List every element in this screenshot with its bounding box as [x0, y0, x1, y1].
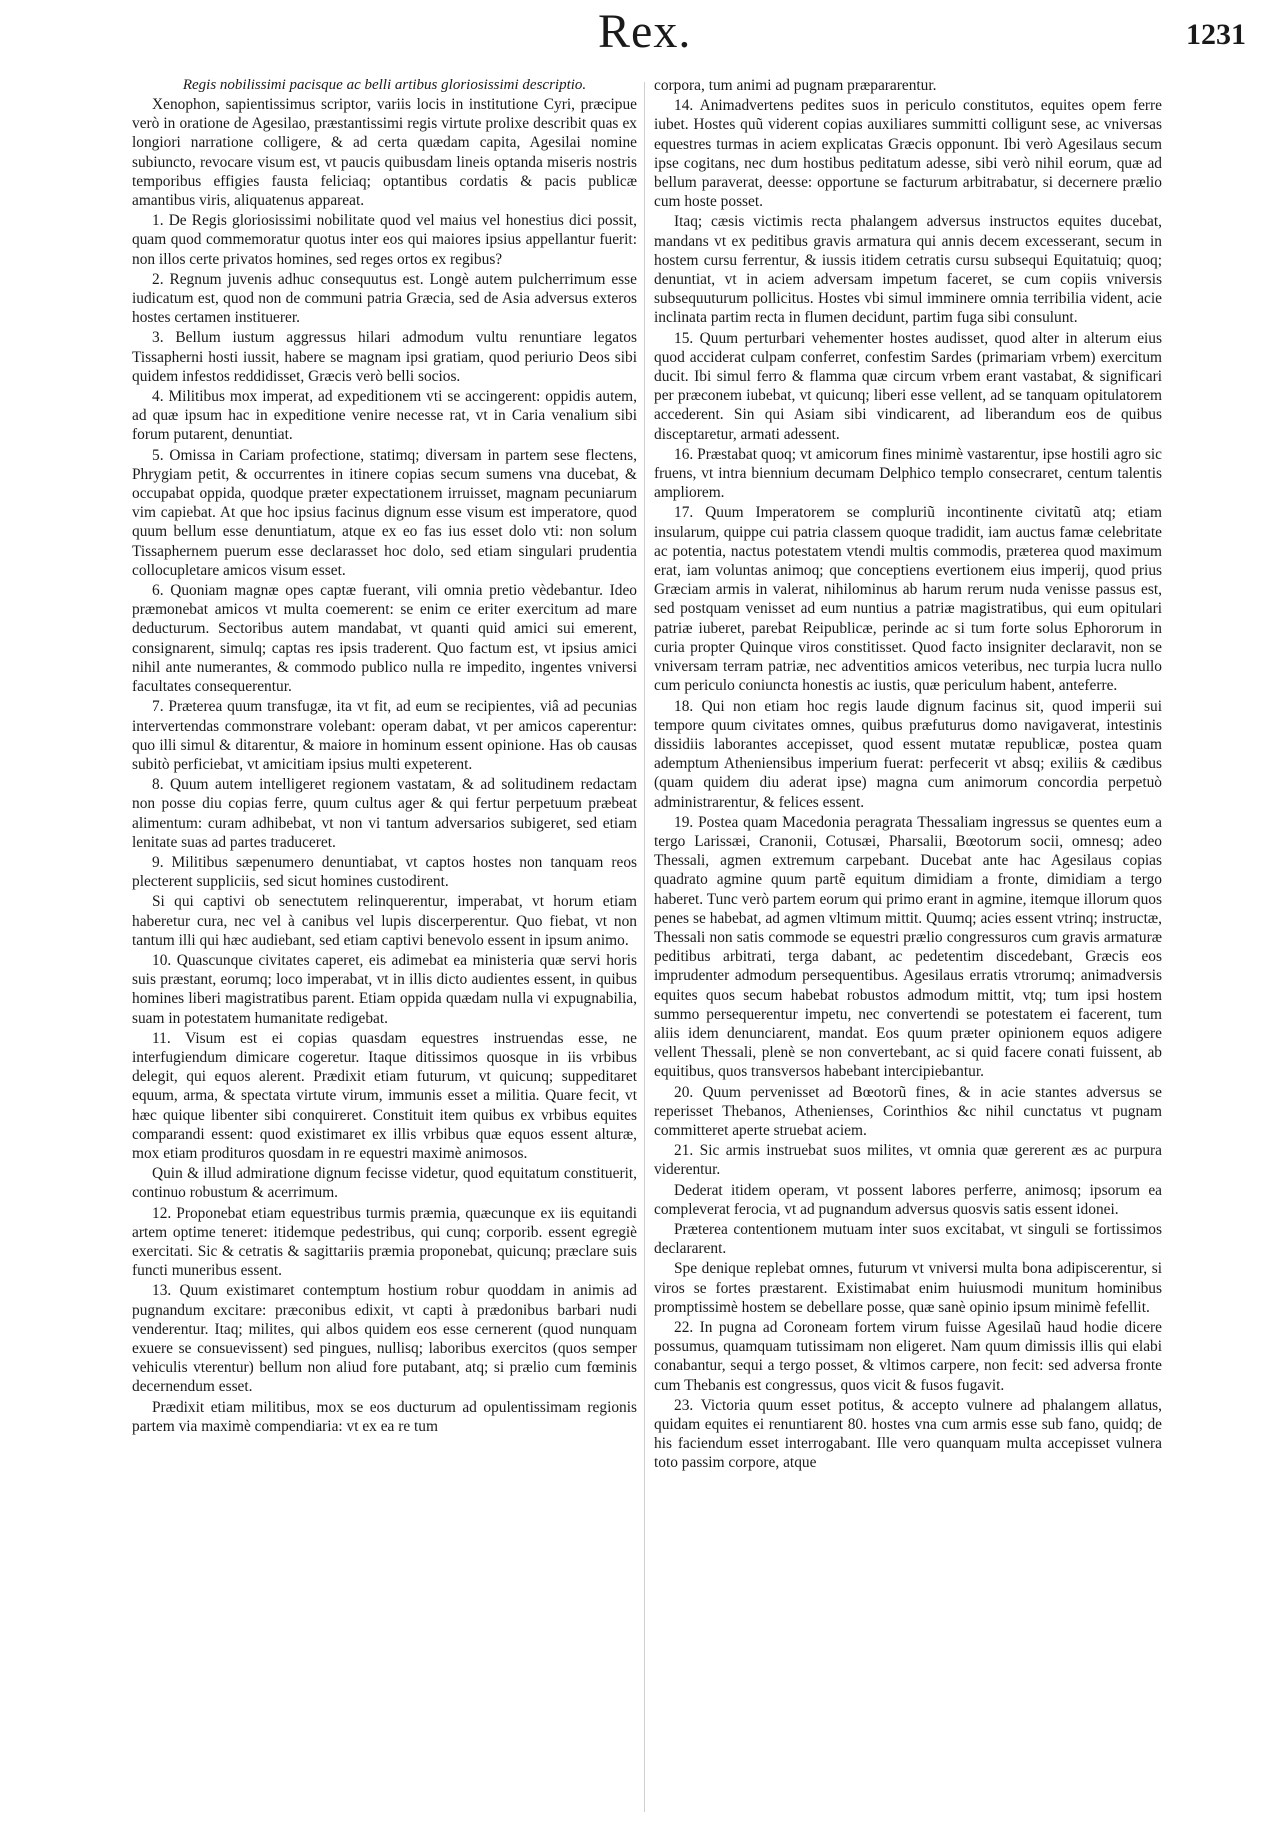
paragraph: 23. Victoria quum esset potitus, & accepto vulnere ad phalangem allatus, quidam equites ei renuntiarent 80. hostes vna cum armis esse sub fano, quidq; de his faciendum esset interrogabant. Ille vero quanquam multa accepisset vulnera toto passim corpore, atque [654, 1396, 1162, 1472]
paragraph: 11. Visum est ei copias quasdam equestres instruendas esse, ne interfugiendum dimicare cogeretur. Itaque ditissimos quosque in iis vrbibus delegit, qui equos alerent. Prædixit etiam futurum, vt quicunq; suppeditaret equum, arma, & spectata virtute virum, immunis esset a militia. Quare fecit, vt hæc quique libenter sibi conquireret. Constituit item quibus ex vrbibus equites comparandi essent: quod existimaret ex illis vrbibus quæ equos essent alturæ, mox etiam prodituros quosdam in re equestri maximè animosos. [132, 1029, 637, 1162]
paragraph: Si qui captivi ob senectutem relinquerentur, imperabat, vt horum etiam haberetur cura, nec vel à canibus vel lupis discerperentur. Quo fiebat, vt non tantum illi qui hæc audiebant, sed etiam captivi benevolo essent in ipsum animo. [132, 893, 637, 949]
page-header [0, 0, 1276, 62]
paragraph: 7. Præterea quum transfugæ, ita vt fit, ad eum se recipientes, viâ ad pecunias intervertendas commonstrare volebant: operam dabat, vt per amicos caperentur: quo illi simul & ditarentur, & maiore in hominum essent opinione. Has ob causas subitò perficiebat, vt amicitiam ipsius multi expeterent. [132, 698, 637, 773]
paragraph: 16. Præstabat quoq; vt amicorum fines minimè vastarentur, ipse hostili agro sic fruens, vt intra biennium decumam Delphico templo consecraret, centum talentis ampliorem. [654, 445, 1162, 502]
paragraph: 22. In pugna ad Coroneam fortem virum fuisse Agesilaũ haud hodie dicere possumus, quamquam tutissimam non eligeret. Nam quum dimissis illis qui elabi conabantur, sequi a tergo posset, & vltimos carpere, non fecit: sed adversa fronte cum Thebanis est congressus, quos vicit & fusos fugavit. [654, 1319, 1162, 1394]
paragraph: Dederat itidem operam, vt possent labores perferre, animosq; ipsorum ea compleverat ferocia, vt ad pugnandum adversus quosvis satis essent idonei. [654, 1181, 1162, 1218]
paragraph: Itaq; cæsis victimis recta phalangem adversus instructos equites ducebat, mandans vt ex peditibus gravis armatura qui annis decem excesserant, secum in hostem cursu ferrentur, & iussis itidem cetratis cursu subsequi Equitatuiq; quoq; denuntiat, vt in aciem adversam impetum faceret, se cum copiis vniversis subsequuturum pollicitus. Hostes vbi simul imminere omnia terribilia vident, acie inclinata partim recta in flumen decidunt, partim fuga sibi consulunt. [654, 213, 1162, 327]
paragraph: Quin & illud admiratione dignum fecisse videtur, quod equitatum constituerit, continuo robustum & acerrimum. [132, 1165, 637, 1202]
paragraph: Spe denique replebat omnes, futurum vt vniversi multa bona adipiscerentur, si viros se fortes præstarent. Existimabat enim huiusmodi munitum hominibus promptissimè hostem se debellare posse, quæ sanè opinio ipsum minimè fefellit. [654, 1260, 1162, 1316]
left-column [132, 76, 637, 1816]
paragraph: Præterea contentionem mutuam inter suos excitabat, vt singuli se fortissimos declararent. [654, 1220, 1162, 1258]
paragraph: 3. Bellum iustum aggressus hilari admodum vultu renuntiare legatos Tissapherni hosti iussit, habere se magnam ipsi gratiam, quod periurio Deos sibi quidem infestos reddidisset, Græcis verò belli socios. [132, 329, 637, 385]
paragraph: 13. Quum existimaret contemptum hostium robur quoddam in animis ad pugnandum excitare: præconibus edixit, vt capti à prædonibus barbari nudi venderentur. Itaq; milites, qui albos quidem eos esse cernerent (quod nunquam exuere se consuevissent) sed pingues, nullisq; laboribus exercitos (quos semper vehiculis vterentur) bellum non aliud fore putabant, atq; si prælio cum fœminis decernendum esset. [132, 1282, 637, 1396]
paragraph: 1. De Regis gloriosissimi nobilitate quod vel maius vel honestius dici possit, quam quod commemoratur quotus inter eos qui maiores ipsius appellantur fuerit: non illos certe privatos homines, sed reges ortos ex regibus? [132, 212, 637, 268]
paragraph: 18. Qui non etiam hoc regis laude dignum facinus sit, quod imperii sui tempore quum civitates omnes, quibus præfuturus domo navigaverat, intestinis dissidiis laborantes accepisset, quod essent mutatæ republicæ, postea quam ademptum Atheniensibus imperium fuerat: perfecerit vt absq; exiliis & cædibus (quam quidem diu aderat ipse) magna cum animorum concordia perpetuò administrarentur, & felices essent. [654, 697, 1162, 811]
paragraph: 21. Sic armis instruebat suos milites, vt omnia quæ gererent æs ac purpura viderentur. [654, 1142, 1162, 1179]
paragraph: Xenophon, sapientissimus scriptor, variis locis in institutione Cyri, præcipue verò in oratione de Agesilao, præstantissimi regis virtute prolixe describit quas ex longiori narratione colligere, & ad certa quædam capita, Agesilai nomine subiuncto, revocare visum est, vt paucis quibusdam lineis optanda miseris nostris temporibus effigies fausta feliciaq; optantibus cordatis & pacis publicæ amantibus viris, aliquatenus appareat. [132, 96, 637, 210]
paragraph: 2. Regnum juvenis adhuc consequutus est. Longè autem pulcherrimum esse iudicatum est, quod non de communi patria Græcia, sed de Asia adversus exteros hostes certamen instituerer. [132, 270, 637, 327]
paragraph: 8. Quum autem intelligeret regionem vastatam, & ad solitudinem redactam non posse diu copias ferre, quum cultus ager & qui fertur perpetuum præbeat alimentum: curam adhibebat, vt non vi tantum adversarios subigeret, sed etiam lenitate suas ad partes traduceret. [132, 776, 637, 851]
paragraph: 20. Quum pervenisset ad Bœotorũ fines, & in acie stantes adversus se reperisset Thebanos, Athenienses, Corinthios &c nihil cunctatus vt pugnam committeret aperte struebat aciem. [654, 1083, 1162, 1139]
paragraph: 5. Omissa in Cariam profectione, statimq; diversam in partem sese flectens, Phrygiam petit, & occurrentes in itinere copias secum sumens vna ducebat, & occupabat oppida, quodque præter expectationem irruisset, magnam pecuniarum vim capiebat. At que hoc ipsius facinus dignum esse visum est imperatore, quod quum bellum esse denuntiatum, atque ex eo fas ius esset dolo vti: non solum Tissaphernem puerum esse declarasset hoc dolo, sed etiam singulari prudentia collocupletare amicos visum esset. [132, 446, 637, 579]
paragraph: 4. Militibus mox imperat, ad expeditionem vti se accingerent: oppidis autem, ad quæ ipsum hac in expeditione venire necesse rat, vt in Caria venalium sibi forum putarent, denuntiat. [132, 388, 637, 444]
paragraph: Prædixit etiam militibus, mox se eos ducturum ad opulentissimam regionis partem via maximè compendiaria: vt ex ea re tum [132, 1398, 637, 1435]
paragraph: 17. Quum Imperatorem se compluriũ incontinente civitatũ atq; etiam insularum, quippe cui patria classem quoque tradidit, iam auctus famæ celebritate ac potentia, nactus potestatem vtendi multis commodis, præterea quod maximum erat, iam voluntas animoq; que conceptiens evertionem eius imperij, quod prius Græciam armis in valerat, nihilominus ab harum rerum nuda venisse passus est, sed postquam venisset ad eum nuntius a patriæ magistratibus, qui eum opitulari patriæ iuberet, parebat Reipublicæ, perinde ac si tum forte solus Ephororum in curia propter Quinque viros constitisset. Quod facto insigniter declaravit, non se vniversam terram patriæ, nec adventitios amicos veteribus, nec turpia lucra nullo cum periculo coniuncta honestis ac iustis, quæ periculum habent, anteferre. [654, 504, 1162, 695]
right-column [654, 76, 1162, 1816]
column-divider [644, 82, 645, 1812]
paragraph: 15. Quum perturbari vehementer hostes audisset, quod alter in alterum eius quod acciderat culpam conferret, confestim Sardes (primariam vrbem) exercitum ducit. Ibi simul ferro & flamma quæ circum vrbem erant vastabat, & significari per præconem iubebat, vt quicunq; liberi esse vellent, ad se tanquam opitulatorem accederent. Sin qui Asiam sibi vindicarent, ad liberandum eos de quibus disceptaretur, armati adessent. [654, 329, 1162, 443]
paragraph: corpora, tum animi ad pugnam præpararentur. [654, 77, 937, 94]
paragraph: 12. Proponebat etiam equestribus turmis præmia, quæcunque ex iis equitandi artem optime teneret: itidemque pedestribus, qui cunq; corporib. essent egregiè exercitati. Sic & cetratis & sagittariis præmia proponebat, quicunq; præclare suis functi muneribus essent. [132, 1204, 637, 1280]
page-number: 1231 [1186, 18, 1246, 51]
paragraph: 6. Quoniam magnæ opes captæ fuerant, vili omnia pretio vèdebantur. Ideo præmonebat amicos vt multa coemerent: se enim ce eriter exercitum ad mare deducturum. Sectoribus autem mandabat, vt quanti quid amici sui emerent, consignarent, simulq; captas res ipsis traderent. Quo factum est, vt ipsius amici nihil ante numerantes, & commodo publico nulla re impedito, ingentes vniversi facultates consequerentur. [132, 582, 637, 696]
running-head: Rex. [598, 5, 692, 58]
section-title: Regis nobilissimi pacisque ac belli artibus gloriosissimi descriptio. [182, 77, 587, 93]
paragraph: 19. Postea quam Macedonia peragrata Thessaliam ingressus se quentes eum a tergo Larissæi, Cranonii, Cotusæi, Pharsalii, Bœotorum socii, omnesq; adeo Thessali, agmen extremum carpebant. Ducebat ante hac Agesilaus copias quadrato agmine quum partẽ equitum dimidiam a fronte, dimidiam a tergo haberet. Tunc verò partem eorum qui primo erant in agmine, itemque illorum quos penes se habebat, ad agmen vltimum mittit. Quumq; acies essent vtrinq; instructæ, Thessali non satis commode se equestri prælio congressuros cum gravis armaturæ peditibus arbitrati, terga dabant, ac pedetentim discedebant, Græcis eos imprudenter admodum persequentibus. Agesilaus erratis vtrorumq; animadversis equites quos secum habebat robustos admodum mittit, vtq; tum ipsi hostem summo persequerentur impetu, nec convertendi se potestatem ei facerent, tum aliis idem denunciarent, mandat. Eos quum præter opinionem equos adigere vellent Thessali, plenè se non convertebant, ac si quid facere conati fuissent, ab equitibus, quos transversos habebant intercipiebantur. [654, 813, 1162, 1081]
paragraph: 9. Militibus sæpenumero denuntiabat, vt captos hostes non tanquam reos plecterent suppliciis, sed sicut homines custodirent. [132, 853, 637, 891]
paragraph: 10. Quascunque civitates caperet, eis adimebat ea ministeria quæ servi horis suis præstant, eorumq; loco imperabat, vt in illis dicto audientes essent, in quibus homines liberi magistratibus parent. Etiam oppida quædam nulla vi expugnabilia, suam in potestatem humanitate redigebat. [132, 951, 637, 1027]
paragraph: 14. Animadvertens pedites suos in periculo constitutos, equites opem ferre iubet. Hostes quũ viderent copias auxiliares summitti colligunt sese, ac vniversas equestres turmas in aciem explicatas Græcis opponunt. Ibi verò Agesilaus secum ipse cogitans, nec dum hostibus peditatum adesse, sibi verò nihil eorum, quæ ad bellum paraverat, deesse: opportune se facturum arbitrabatur, si decernere prælio cum hoste posset. [654, 97, 1162, 211]
